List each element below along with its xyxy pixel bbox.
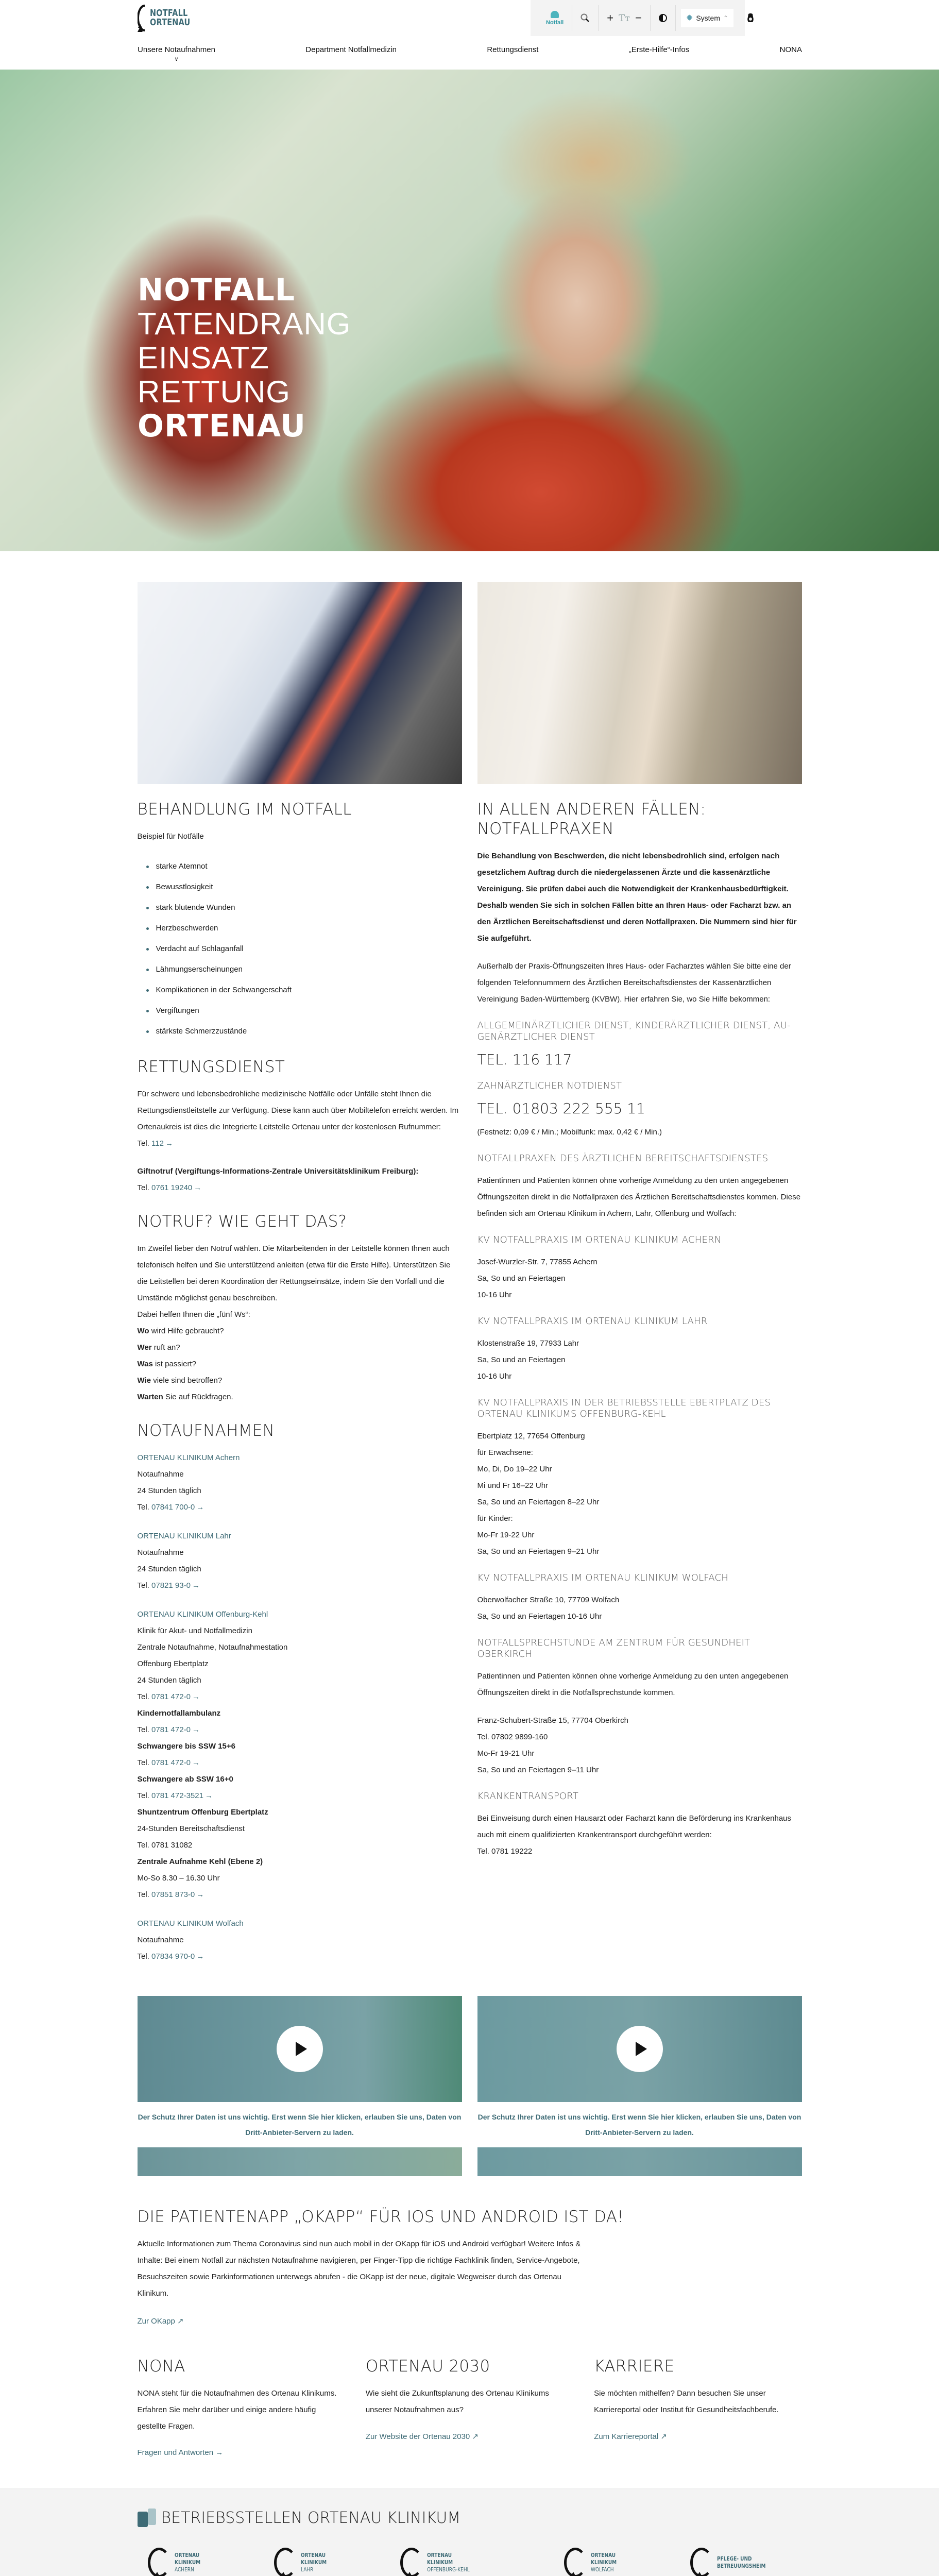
list-item: starke Atemnot: [138, 856, 462, 877]
okapp-link[interactable]: Zur OKapp ↗: [137, 2317, 184, 2326]
w-bold: Warten: [137, 1393, 163, 1401]
logo-notfall-ortenau[interactable]: [138, 4, 200, 32]
kv-wolfach-title: KV NOTFALLPRAXIS IM ORTENAU KLINIKUM WOLFACH: [477, 1572, 728, 1583]
kv-line: Ebertplatz 12, 77654 Offenburg: [477, 1432, 585, 1440]
site-logo-line: KLINIKUM: [590, 2559, 617, 2566]
notfallpraxen-text: Außerhalb der Praxis-Öffnungszeiten Ihres Haus- oder Facharztes wählen Sie bitte eine der folgenden Telefonnummern des Ärztlichen Bereitschaftsdienstes der Kassenärztlichen Vereinigung Baden-Württemberg (KVBW). Hier erfahren Sie, wo Sie Hilfe bekommen:: [477, 962, 791, 1004]
right-column: [477, 582, 802, 1965]
kehl-hours: Mo-So 8.30 – 16.30 Uhr: [137, 1874, 220, 1883]
site-logo-location: LAHR: [300, 2566, 313, 2573]
siren-icon: [551, 11, 559, 18]
clinic-lahr-link[interactable]: ORTENAU KLINIKUM Lahr: [137, 1532, 231, 1540]
nav-department-notfallmedizin[interactable]: [305, 45, 397, 54]
contrast-button[interactable]: [651, 5, 676, 31]
search-button[interactable]: [572, 5, 599, 31]
logo-ring-icon: [690, 2548, 713, 2576]
decrease-font-button[interactable]: −: [635, 11, 642, 24]
arrow-right-icon: →: [194, 1183, 202, 1192]
arrow-right-icon: →: [196, 1890, 204, 1899]
w-rest: Sie auf Rückfragen.: [163, 1393, 233, 1401]
okapp-title: DIE PATIENTENAPP „OKAPP“ FÜR IOS UND ANDROID IST DA!: [137, 2208, 624, 2226]
clinic-offenburg-kehl: [138, 1606, 462, 1903]
clinic-wolfach-link[interactable]: ORTENAU KLINIKUM Wolfach: [137, 1919, 244, 1928]
logo-ring-icon: [400, 2548, 423, 2576]
tel-prefix: Tel.: [137, 1581, 152, 1590]
arrow-right-icon: →: [165, 1139, 173, 1148]
main-navigation: [138, 45, 802, 62]
hero-line-4: RETTUNG: [138, 375, 291, 409]
kv-line: Mi und Fr 16–22 Uhr: [477, 1481, 549, 1490]
notfallpraxen-lead: Die Behandlung von Beschwerden, die nicht lebensbedrohlich sind, erfolgen nach gesetzlichem Auftrag durch die niedergelassenen Ärzte und die kassenärztliche Vereinigung. Sie prüfen dabei auch die Notwendigkeit der Krankenhausbedürftigkeit. Deshalb wenden Sie sich in solchen Fällen bitte an Ihren Haus- oder Facharzt bzw. an den Ärztlichen Bereitschaftsdienst und deren Notfallpraxen. Die Nummern sind hier für Sie aufgeführt.: [477, 852, 797, 943]
kv-line: Sa, So und an Feiertagen: [477, 1274, 566, 1283]
zahn-dienst-cost: (Festnetz: 0,09 € / Min.; Mobilfunk: max. 0,42 € / Min.): [477, 1128, 662, 1137]
kv-line: für Kinder:: [477, 1514, 513, 1523]
betriebsstellen-section: [0, 2488, 939, 2576]
arrow-right-icon: →: [192, 1758, 200, 1767]
nav-label: NONA: [779, 45, 802, 54]
betriebsstellen-title: BETRIEBSSTELLEN ORTENAU KLINIKUM: [161, 2509, 461, 2527]
w-bold: Wie: [137, 1376, 151, 1385]
tel-prefix: Tel.: [137, 1890, 152, 1899]
logo-ring-icon: [148, 2548, 170, 2576]
schwangere-1-tel-link[interactable]: 0781 472-0: [151, 1758, 191, 1767]
w-rest: ruft an?: [151, 1343, 180, 1352]
w-rest: wird Hilfe gebraucht?: [149, 1327, 224, 1335]
tel-prefix: Tel.: [137, 1725, 152, 1734]
list-item: Verdacht auf Schlaganfall: [138, 939, 462, 959]
w-rest: ist passiert?: [152, 1360, 196, 1368]
list-item: Komplikationen in der Schwangerschaft: [138, 980, 462, 1001]
clinic-line: 24-Stunden Bereitschaftsdienst: [137, 1824, 245, 1833]
logo-ring-icon: [274, 2548, 297, 2576]
w-rest: viele sind betroffen?: [151, 1376, 223, 1385]
site-logo-achern[interactable]: [148, 2548, 274, 2576]
w-bold: Wer: [137, 1343, 152, 1352]
site-logo-lahr[interactable]: [274, 2548, 400, 2576]
nav-rettungsdienst[interactable]: [487, 45, 538, 54]
teaser-title: KARRIERE: [594, 2357, 675, 2376]
teaser-ortenau-2030: [366, 2357, 573, 2457]
kehl-label: Zentrale Aufnahme Kehl (Ebene 2): [137, 1857, 263, 1866]
tel-112-link[interactable]: 112: [151, 1139, 164, 1148]
nav-erste-hilfe-infos[interactable]: [629, 45, 690, 54]
clinic-tel-link[interactable]: 07834 970-0: [151, 1952, 195, 1961]
giftnotruf-tel-link[interactable]: 0761 19240: [151, 1183, 193, 1192]
increase-font-button[interactable]: +: [607, 11, 614, 24]
tel-prefix: Tel.: [137, 1503, 152, 1512]
list-item: Herzbeschwerden: [138, 918, 462, 939]
w-item: [138, 1340, 462, 1356]
nav-label: Department Notfallmedizin: [305, 45, 397, 54]
site-logo-line: KLINIKUM: [174, 2559, 200, 2566]
left-column: [138, 582, 462, 1965]
list-item: Lähmungserscheinungen: [138, 959, 462, 980]
teaser-text: NONA steht für die Notaufnahmen des Ortenau Klinikums. Erfahren Sie mehr darüber und einige andere häufig gestellte Fragen.: [137, 2389, 337, 2431]
tel-prefix: Tel.: [137, 1952, 152, 1961]
rettungsdienst-text: Für schwere und lebensbedrohliche medizinische Notfälle oder Unfälle steht Ihnen die Rettungsdienstleitstelle zur Verfügung. Diese kann auch über Mobiltelefon erreicht werden. Im Ortenaukreis ist dies die Integrierte Leitstelle Ortenau unter der kostenlosen Rufnummer:: [137, 1090, 459, 1131]
kv-line: 10-16 Uhr: [477, 1291, 512, 1299]
allgemein-dienst-title: ALLGEMEINÄRZTLICHER DIENST, KINDERÄRZTLICHER DIENST, AU-GENÄRZTLICHER DIENST: [477, 1020, 791, 1042]
clinic-line: 24 Stunden täglich: [137, 1565, 201, 1573]
logo-ring-icon: [564, 2548, 587, 2576]
clinic-line: Notaufnahme: [137, 1470, 184, 1479]
tel-prefix: Tel.: [137, 1183, 152, 1192]
logo-line-1: NOTFALL: [150, 8, 188, 19]
chevron-updown-icon: ⌃: [723, 14, 729, 22]
font-size-controls: [599, 5, 651, 31]
krankentransport-text: Bei Einweisung durch einen Hausarzt oder Facharzt kann die Beförderung ins Krankenhaus auch mit einem qualifizierten Krankentransport durchgeführt werden:: [477, 1814, 792, 1839]
oberkirch-text: Patientinnen und Patienten können ohne vorherige Anmeldung zu den unten angegebenen Öffnungszeiten direkt in die Notfallsprechstunde kommen.: [477, 1672, 789, 1697]
teaser-nona: [138, 2357, 345, 2457]
clinic-line: Zentrale Notaufnahme, Notaufnahmestation: [137, 1643, 288, 1652]
play-button[interactable]: [617, 2026, 663, 2072]
logo-line-2: ORTENAU: [150, 17, 191, 28]
accessibility-toolbar: [531, 0, 745, 36]
play-button[interactable]: [277, 2026, 323, 2072]
font-size-icon: Tᴛ: [619, 12, 630, 24]
gear-icon: ✹: [686, 14, 693, 23]
tel-prefix: Tel.: [137, 1791, 152, 1800]
kehl-tel-link[interactable]: 07851 873-0: [151, 1890, 195, 1899]
notaufnahmen-title: NOTAUFNAHMEN: [137, 1421, 275, 1440]
kv-line: Oberwolfacher Straße 10, 77709 Wolfach: [477, 1596, 620, 1604]
clinic-tel-link[interactable]: 0781 472-0: [151, 1692, 191, 1701]
arrow-right-icon: →: [192, 1692, 200, 1701]
clinic-achern-link[interactable]: ORTENAU KLINIKUM Achern: [137, 1453, 240, 1462]
clinic-tel-link[interactable]: 07821 93-0: [151, 1581, 191, 1590]
schwangere-2-tel-link[interactable]: 0781 472-3521: [151, 1791, 203, 1800]
site-logo-line: KLINIKUM: [300, 2559, 327, 2566]
site-logo-location: WOLFACH: [590, 2566, 613, 2573]
schwangere-1-label: Schwangere bis SSW 15+6: [137, 1742, 235, 1751]
site-logo-offenburg-kehl[interactable]: [400, 2548, 564, 2576]
search-icon: [581, 13, 590, 23]
teaser-text: Wie sieht die Zukunftsplanung des Ortenau Klinikums unserer Notaufnahmen aus?: [365, 2389, 549, 2414]
site-logo-line: ORTENAU: [590, 2552, 616, 2558]
kv-line: Mo-Fr 19-22 Uhr: [477, 1531, 535, 1539]
nav-unsere-notaufnahmen[interactable]: [138, 45, 215, 62]
w-item: [138, 1389, 462, 1405]
praxen-text: Patientinnen und Patienten können ohne vorherige Anmeldung zu den unten angegebenen Öffnungszeiten direkt in die Notfallpraxen des Ärztlichen Bereitschaftsdienstes kommen. Diese befinden sich am Ortenau Klinikum in Achern, Lahr, Offenburg und Wolfach:: [477, 1176, 801, 1218]
notruf-text: Im Zweifel lieber den Notruf wählen. Die Mitarbeitenden in der Leitstelle können Ihnen auch telefonisch helfen und Sie unterstützend anleiten (etwa für die Erste Hilfe). Unterstützen Sie die Leitstellen bei deren Koordination der Rettungseinsätze, indem Sie den Vorfall und die Umstände möglichst genau beschreiben.: [137, 1244, 451, 1302]
kv-line: Mo, Di, Do 19–22 Uhr: [477, 1465, 552, 1473]
site-logo-line: ORTENAU: [426, 2552, 452, 2558]
kv-lahr-title: KV NOTFALLPRAXIS IM ORTENAU KLINIKUM LAHR: [477, 1316, 708, 1327]
kv-line: Sa, So und an Feiertagen: [477, 1355, 566, 1364]
kv-achern-title: KV NOTFALLPRAXIS IM ORTENAU KLINIKUM ACHERN: [477, 1234, 722, 1245]
clinic-line: 24 Stunden täglich: [137, 1486, 201, 1495]
w-bold: Wo: [137, 1327, 149, 1335]
teaser-title: NONA: [137, 2357, 185, 2376]
giftnotruf-title: Giftnotruf (Vergiftungs-Informations-Zentrale Universitätsklinikum Freiburg):: [137, 1167, 419, 1176]
nurse-photo: [477, 582, 802, 784]
schwangere-2-label: Schwangere ab SSW 16+0: [137, 1775, 233, 1784]
kindernotfall-label: Kindernotfallambulanz: [137, 1709, 221, 1718]
hero-line-1: NOTFALL: [138, 272, 296, 308]
clinic-line: Klinik für Akut- und Notfallmedizin: [137, 1626, 252, 1635]
allgemein-dienst-tel: TEL. 116 117: [477, 1051, 572, 1068]
site-logo-line: KLINIKUM: [426, 2559, 453, 2566]
clinic-lahr: [138, 1528, 462, 1594]
clinic-tel-link[interactable]: 07841 700-0: [151, 1503, 195, 1512]
okapp-section: [138, 2207, 802, 2326]
clinic-line: Notaufnahme: [137, 1936, 184, 1944]
video-embed-2: [477, 1996, 802, 2176]
arrow-right-icon: →: [196, 1503, 204, 1512]
w-item: [138, 1356, 462, 1372]
site-logo-line: PFLEGE- UND: [716, 2555, 752, 2562]
emergency-examples-list: [138, 856, 462, 1042]
clinic-line: Notaufnahme: [137, 1548, 184, 1557]
oberkirch-title: NOTFALLSPRECHSTUNDE AM ZENTRUM FÜR GESUNDHEIT OBERKIRCH: [477, 1637, 750, 1659]
teaser-text: Sie möchten mithelfen? Dann besuchen Sie unser Karriereportal oder Institut für Gesundheitsfachberufe.: [594, 2389, 779, 2414]
list-item: stark blutende Wunden: [138, 897, 462, 918]
hero-line-3: EINSATZ: [138, 341, 269, 375]
notruf-title: NOTRUF? WIE GEHT DAS?: [137, 1212, 347, 1231]
site-logo-location: OFFENBURG-KEHL: [426, 2566, 470, 2573]
kv-offenburg-title: KV NOTFALLPRAXIS IN DER BETRIEBSSTELLE EBERTPLATZ DES ORTENAU KLINIKUMS OFFENBURG-KEHL: [477, 1397, 771, 1419]
video-thumbnail: [477, 1996, 802, 2102]
arrow-right-icon: →: [204, 1791, 213, 1800]
shunt-tel: Tel. 0781 31082: [137, 1841, 193, 1850]
tel-prefix: Tel.: [137, 1692, 152, 1701]
nav-label: „Erste-Hilfe“-Infos: [628, 45, 690, 54]
behandlung-title: BEHANDLUNG IM NOTFALL: [137, 800, 352, 819]
hero-line-2: TATENDRANG: [138, 307, 351, 341]
arrow-right-icon: →: [192, 1581, 200, 1590]
oberkirch-line: Franz-Schubert-Straße 15, 77704 Oberkirch: [477, 1716, 628, 1725]
ortenau-2030-link[interactable]: Zur Website der Ortenau 2030 ↗: [365, 2432, 479, 2441]
kv-line: für Erwachsene:: [477, 1448, 533, 1457]
teaser-title: ORTENAU 2030: [365, 2357, 490, 2376]
hospital-sites-icon: [138, 2509, 157, 2527]
nav-label: Unsere Notaufnahmen: [138, 45, 215, 54]
nav-label: Rettungsdienst: [487, 45, 539, 54]
tel-prefix: Tel.: [137, 1139, 152, 1148]
kv-line: Sa, So und an Feiertagen 9–21 Uhr: [477, 1547, 600, 1556]
teaser-section: [138, 2357, 802, 2457]
hero-line-5: ORTENAU: [138, 408, 306, 444]
clinic-offenburg-link[interactable]: ORTENAU KLINIKUM Offenburg-Kehl: [137, 1610, 268, 1619]
zahn-dienst-title: ZAHNÄRZTLICHER NOTDIENST: [477, 1080, 622, 1091]
karriereportal-link[interactable]: Zum Karriereportal ↗: [594, 2432, 667, 2441]
krankentransport-title: KRANKENTRANSPORT: [477, 1791, 578, 1802]
w-item: [138, 1372, 462, 1389]
arrow-right-icon: →: [196, 1952, 204, 1961]
behandlung-intro: Beispiel für Notfälle: [137, 832, 204, 841]
logo-ring-icon: [138, 4, 147, 32]
oberkirch-line: Sa, So und an Feiertagen 9–11 Uhr: [477, 1766, 599, 1774]
notfall-button[interactable]: [538, 5, 572, 31]
theme-select-value: System: [696, 14, 721, 22]
oberkirch-line: Mo-Fr 19-21 Uhr: [477, 1749, 535, 1758]
site-logos: [138, 2548, 802, 2576]
video-consent-notice[interactable]: Der Schutz Ihrer Daten ist uns wichtig. Erst wenn Sie hier klicken, erlauben Sie uns, Daten von Dritt-Anbieter-Servern zu laden.: [477, 2113, 801, 2137]
faq-link[interactable]: Fragen und Antworten →: [137, 2448, 224, 2457]
krankentransport-tel: Tel. 0781 19222: [477, 1847, 533, 1856]
clinic-achern: [138, 1450, 462, 1516]
video-preview-strip: [477, 2147, 802, 2176]
kv-line: 10-16 Uhr: [477, 1372, 512, 1381]
paramedic-photo: [138, 582, 462, 784]
clinic-wolfach: [138, 1916, 462, 1965]
tel-prefix: Tel.: [137, 1758, 152, 1767]
five-ws-intro: Dabei helfen Ihnen die „fünf Ws“:: [137, 1310, 250, 1319]
site-logo-line: ORTENAU: [174, 2552, 199, 2558]
video-thumbnail: [138, 1996, 462, 2102]
kv-line: Sa, So und an Feiertagen 10-16 Uhr: [477, 1612, 602, 1621]
list-item: Vergiftungen: [138, 1001, 462, 1021]
sign-language-button[interactable]: [739, 5, 762, 31]
clinic-line: 24 Stunden täglich: [137, 1676, 201, 1685]
list-item: stärkste Schmerzzustände: [138, 1021, 462, 1042]
sign-language-icon: [747, 13, 754, 23]
kv-line: Josef-Wurzler-Str. 7, 77855 Achern: [477, 1258, 597, 1266]
theme-select[interactable]: [681, 9, 733, 27]
video-embed-1: [138, 1996, 462, 2176]
video-consent-notice[interactable]: Der Schutz Ihrer Daten ist uns wichtig. Erst wenn Sie hier klicken, erlauben Sie uns, Daten von Dritt-Anbieter-Servern zu laden.: [138, 2113, 462, 2137]
arrow-right-icon: →: [192, 1725, 200, 1734]
video-section: [138, 1996, 802, 2176]
contrast-icon: [659, 14, 667, 22]
notfall-label: Notfall: [546, 19, 564, 26]
site-logo-wolfach[interactable]: [564, 2548, 690, 2576]
clinic-line: Offenburg Ebertplatz: [137, 1659, 209, 1668]
site-logo-location: ACHERN: [174, 2566, 194, 2573]
chevron-down-icon: ∨: [174, 56, 179, 62]
notfallpraxen-title: IN ALLEN ANDEREN FÄLLEN: NOTFALLPRAXEN: [477, 800, 706, 838]
shuntzentrum-label: Shuntzentrum Offenburg Ebertplatz: [137, 1808, 268, 1817]
kv-line: Sa, So und an Feiertagen 8–22 Uhr: [477, 1498, 600, 1506]
hero-banner: [0, 70, 939, 551]
praxen-title: NOTFALLPRAXEN DES ÄRZTLICHEN BEREITSCHAFTSDIENSTES: [477, 1153, 769, 1164]
site-logo-line: ORTENAU: [300, 2552, 326, 2558]
w-item: [138, 1323, 462, 1340]
site-logo-line: BETREUUNGSHEIM: [716, 2563, 765, 2569]
zahn-dienst-tel: TEL. 01803 222 555 11: [477, 1100, 645, 1117]
video-preview-strip: [138, 2147, 462, 2176]
list-item: Bewusstlosigkeit: [138, 877, 462, 897]
rettungsdienst-title: RETTUNGSDIENST: [137, 1058, 285, 1076]
site-header: [0, 0, 939, 70]
w-bold: Was: [137, 1360, 153, 1368]
site-logo-pflegeheim[interactable]: [690, 2548, 776, 2576]
kinder-tel-link[interactable]: 0781 472-0: [151, 1725, 191, 1734]
oberkirch-line: Tel. 07802 9899-160: [477, 1733, 548, 1741]
nav-nona[interactable]: [780, 45, 802, 54]
okapp-text: Aktuelle Informationen zum Thema Coronavirus sind nun auch mobil in der OKapp für iOS und Android verfügbar! Weitere Infos & Inhalte: Bei einem Notfall zur nächsten Notaufnahme navigieren, per Finger-Tipp die richtige Fachklinik finden, Service-Angebote, Besuchszeiten sowie Parkinformationen unterwegs abrufen - die OKapp ist der neue, digitale Wegweiser durch das Ortenau Klinikum.: [137, 2240, 581, 2298]
teaser-karriere: [594, 2357, 801, 2457]
kv-line: Klostenstraße 19, 77933 Lahr: [477, 1339, 579, 1348]
